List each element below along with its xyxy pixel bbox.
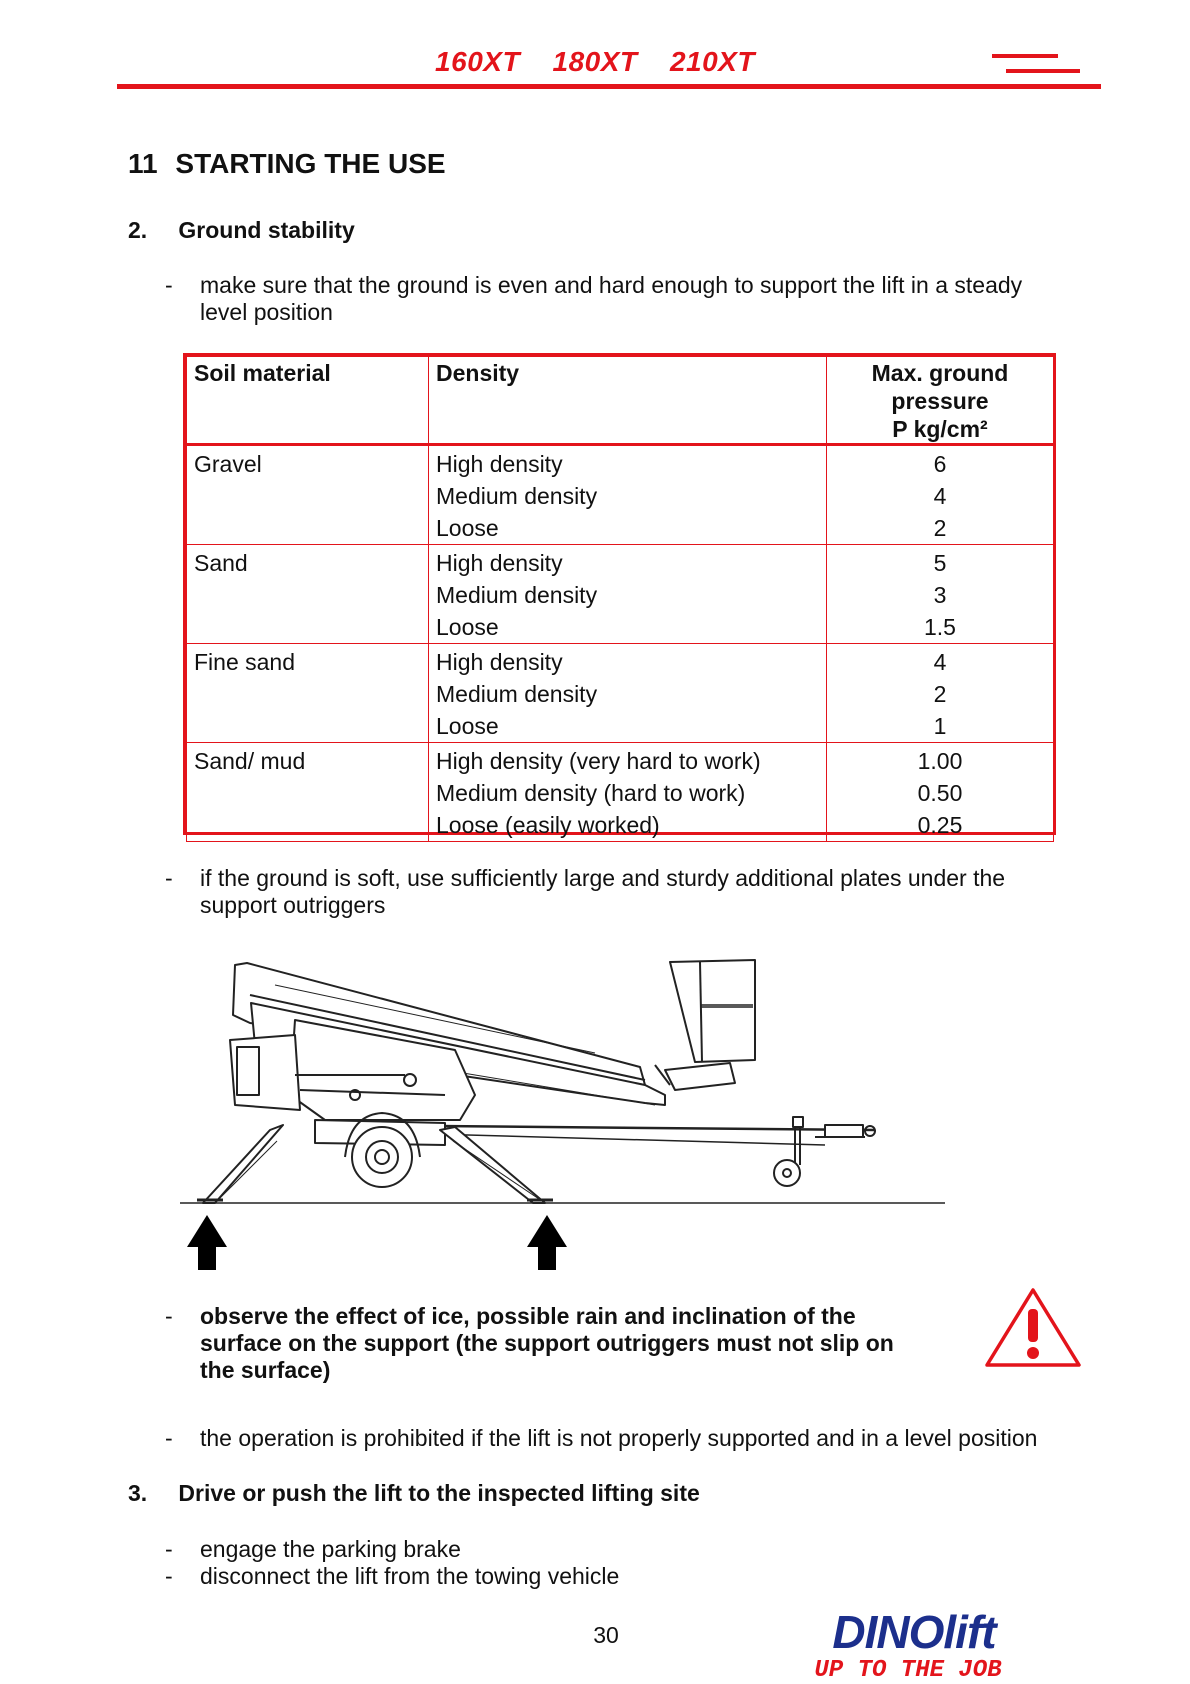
section-title-text: STARTING THE USE: [175, 148, 446, 179]
bullet-line: the surface): [200, 1357, 331, 1383]
cell-pressure: 1.00 0.50 0.25: [827, 743, 1054, 842]
cell-soil: Sand: [187, 545, 429, 644]
bullet-line: surface on the support (the support outriggers must not slip on: [200, 1330, 894, 1356]
bullet-line: engage the parking brake: [200, 1536, 461, 1562]
cell-density: High density Medium density Loose: [429, 545, 827, 644]
header-mark-icon: [992, 54, 1058, 58]
header-soil-material: Soil material: [187, 357, 429, 445]
cell-soil: Fine sand: [187, 644, 429, 743]
model-180xt: 180XT: [552, 46, 638, 77]
subsection-title: Drive or push the lift to the inspected lifting site: [178, 1480, 700, 1506]
work-platform: [670, 960, 755, 1062]
bullet-line: if the ground is soft, use sufficiently large and sturdy additional plates under the: [200, 865, 1006, 891]
svg-text:UP TO THE JOB: UP TO THE JOB: [814, 1657, 1002, 1684]
section-title: [128, 148, 446, 180]
bullet-line: observe the effect of ice, possible rain and inclination of the: [200, 1303, 856, 1329]
cell-pressure: 6 4 2: [827, 445, 1054, 545]
bullet-line: make sure that the ground is even and hard enough to support the lift in a steady: [200, 272, 1023, 298]
bullet-line: the operation is prohibited if the lift is not properly supported and in a level position: [200, 1425, 1038, 1451]
header-model-list: [0, 46, 1190, 86]
header-rule: [117, 84, 1101, 89]
subsection-drive-lift: [128, 1480, 700, 1507]
header-density: Density: [429, 357, 827, 445]
bullet-line: support outriggers: [200, 892, 386, 918]
header-max-pressure: Max. ground pressure P kg/cm²: [827, 357, 1054, 445]
rear-outrigger: [440, 1127, 545, 1203]
section-number: 11: [128, 148, 158, 179]
cell-density: High density (very hard to work) Medium density (hard to work) Loose (easily worked): [429, 743, 827, 842]
subsection-number: 3.: [128, 1480, 148, 1506]
cell-density: High density Medium density Loose: [429, 445, 827, 545]
lift-outriggers-illustration: [175, 945, 955, 1275]
cell-soil: Sand/ mud: [187, 743, 429, 842]
table-row: [187, 445, 1054, 545]
support-arrow-icon-2: [527, 1215, 567, 1270]
table-row: [187, 743, 1054, 842]
header-mark-icon-2: [1006, 69, 1080, 73]
model-210xt: 210XT: [669, 46, 755, 77]
bullet-line: level position: [200, 299, 333, 325]
table-row: [187, 545, 1054, 644]
cell-pressure: 4 2 1: [827, 644, 1054, 743]
svg-text:DINOlift: DINOlift: [832, 1608, 996, 1658]
page-number: 30: [593, 1622, 619, 1648]
subsection-number: 2.: [128, 217, 148, 243]
soil-pressure-table: [183, 353, 1056, 838]
table-header-row: [187, 357, 1054, 445]
jockey-wheel: [774, 1160, 800, 1186]
subsection-ground-stability: [128, 217, 355, 244]
front-outrigger: [203, 1125, 283, 1203]
support-arrow-icon: [187, 1215, 227, 1270]
table-row: [187, 644, 1054, 743]
model-160xt: 160XT: [435, 46, 521, 77]
cell-soil: Gravel: [187, 445, 429, 545]
bullet-line: disconnect the lift from the towing vehicle: [200, 1563, 620, 1589]
dinolift-logo: [804, 1608, 1024, 1684]
cell-pressure: 5 3 1.5: [827, 545, 1054, 644]
caution-warning-icon: [984, 1287, 1082, 1369]
subsection-title: Ground stability: [178, 217, 355, 243]
main-wheel: [352, 1127, 412, 1187]
cell-density: High density Medium density Loose: [429, 644, 827, 743]
